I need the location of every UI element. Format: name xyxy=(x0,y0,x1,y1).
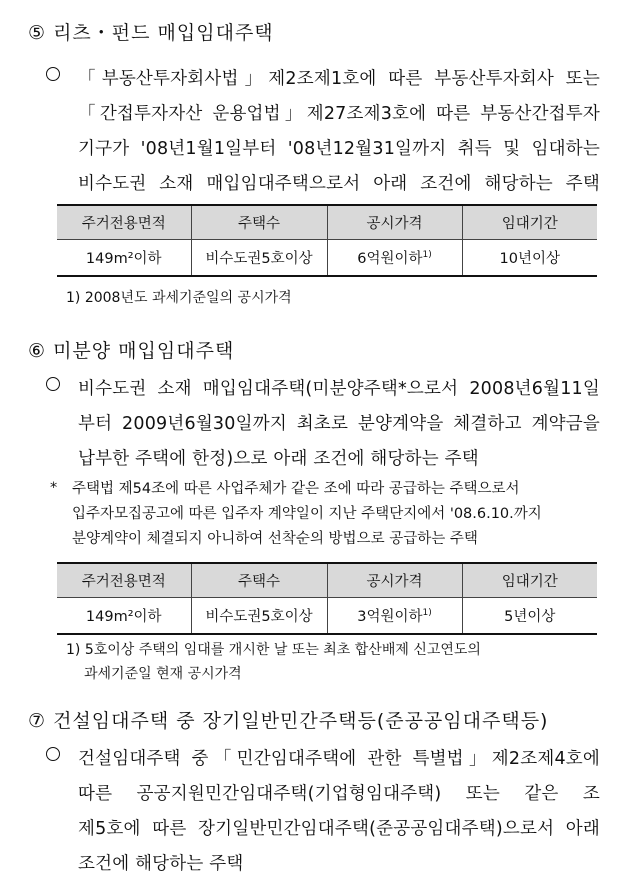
section-6-heading: ⑥ 미분양 매입임대주택 xyxy=(28,340,235,362)
table-header-cell: 임대기간 xyxy=(462,563,597,598)
note-line: 주택법 제54조에 따른 사업주체가 같은 조에 따라 공급하는 주택으로서 xyxy=(72,481,520,497)
circle-bullet-icon xyxy=(46,747,60,761)
text-line: 부터 2009년6월30일까지 최초로 분양계약을 체결하고 계약금을 xyxy=(78,414,600,434)
price-value: 6억원이하 xyxy=(357,251,423,267)
footnote-line: 과세기준일 현재 공시가격 xyxy=(84,666,242,682)
text-line: 따른 공공지원민간임대주택(기업형임대주택) 또는 같은 조 xyxy=(78,784,600,804)
section-7-heading: ⑦ 건설임대주택 중 장기일반민간주택등(준공공임대주택등) xyxy=(28,710,549,732)
note-line: 분양계약이 체결되지 아니하여 선착순의 방법으로 공급하는 주택 xyxy=(72,531,478,547)
section-6-table xyxy=(57,562,597,635)
price-value: 3억원이하 xyxy=(357,609,423,625)
circle-bullet-icon xyxy=(46,377,60,391)
text-line: 건설임대주택 중「민간임대주택에 관한 특별법」제2조제4호에 xyxy=(78,749,600,769)
table-header-row xyxy=(57,205,597,240)
table-header-cell: 주택수 xyxy=(191,205,327,240)
section-5-bullet-text xyxy=(78,62,600,202)
circle-bullet-icon xyxy=(46,67,60,81)
table-cell: 비수도권5호이상 xyxy=(191,598,327,635)
section-7-bullet-text xyxy=(78,742,600,882)
table-header-cell: 공시가격 xyxy=(327,205,462,240)
section-5-table xyxy=(57,204,597,277)
table-cell: 10년이상 xyxy=(462,240,597,277)
footnote-line: 1) 5호이상 주택의 임대를 개시한 날 또는 최초 합산배제 신고연도의 xyxy=(66,642,481,658)
note-line: 입주자모집공고에 따른 입주자 계약일이 지난 주택단지에서 '08.6.10.까지 xyxy=(72,506,542,522)
text-line: 「부동산투자회사법」제2조제1호에 따른 부동산투자회사 또는 xyxy=(78,69,600,89)
table-header-cell: 임대기간 xyxy=(462,205,597,240)
text-line: 「간접투자자산 운용업법」제27조제3호에 따른 부동산간접투자 xyxy=(78,104,600,124)
section-6-asterisk-note xyxy=(50,477,600,552)
table-cell: 149m²이하 xyxy=(57,240,191,277)
table-header-row xyxy=(57,563,597,598)
section-6-footnote xyxy=(66,638,481,686)
table-row xyxy=(57,598,597,635)
section-5-footnote xyxy=(66,286,292,310)
table-header-cell: 주택수 xyxy=(191,563,327,598)
text-line: 기구가 '08년1월1일부터 '08년12월31일까지 취득 및 임대하는 xyxy=(78,139,600,159)
table-cell: 5년이상 xyxy=(462,598,597,635)
text-line: 비수도권 소재 매입임대주택으로서 아래 조건에 해당하는 주택 xyxy=(78,174,600,194)
table-cell xyxy=(327,240,462,277)
footnote-line: 1) 2008년도 과세기준일의 공시가격 xyxy=(66,290,292,306)
table-cell: 비수도권5호이상 xyxy=(191,240,327,277)
section-6-bullet-text xyxy=(78,372,600,477)
text-line: 조건에 해당하는 주택 xyxy=(78,854,244,874)
text-line: 납부한 주택에 한정)으로 아래 조건에 해당하는 주택 xyxy=(78,449,479,469)
section-5-heading: ⑤ 리츠・펀드 매입임대주택 xyxy=(28,22,274,44)
text-line: 비수도권 소재 매입임대주택(미분양주택*으로서 2008년6월11일 xyxy=(78,379,600,399)
table-header-cell: 공시가격 xyxy=(327,563,462,598)
table-header-cell: 주거전용면적 xyxy=(57,563,191,598)
table-cell: 149m²이하 xyxy=(57,598,191,635)
table-cell xyxy=(327,598,462,635)
footnote-marker: 1) xyxy=(422,250,432,261)
text-line: 제5호에 따른 장기일반민간임대주택(준공공임대주택)으로서 아래 xyxy=(78,819,600,839)
table-row xyxy=(57,240,597,277)
asterisk-icon: * xyxy=(50,480,58,496)
footnote-marker: 1) xyxy=(422,608,432,619)
table-header-cell: 주거전용면적 xyxy=(57,205,191,240)
